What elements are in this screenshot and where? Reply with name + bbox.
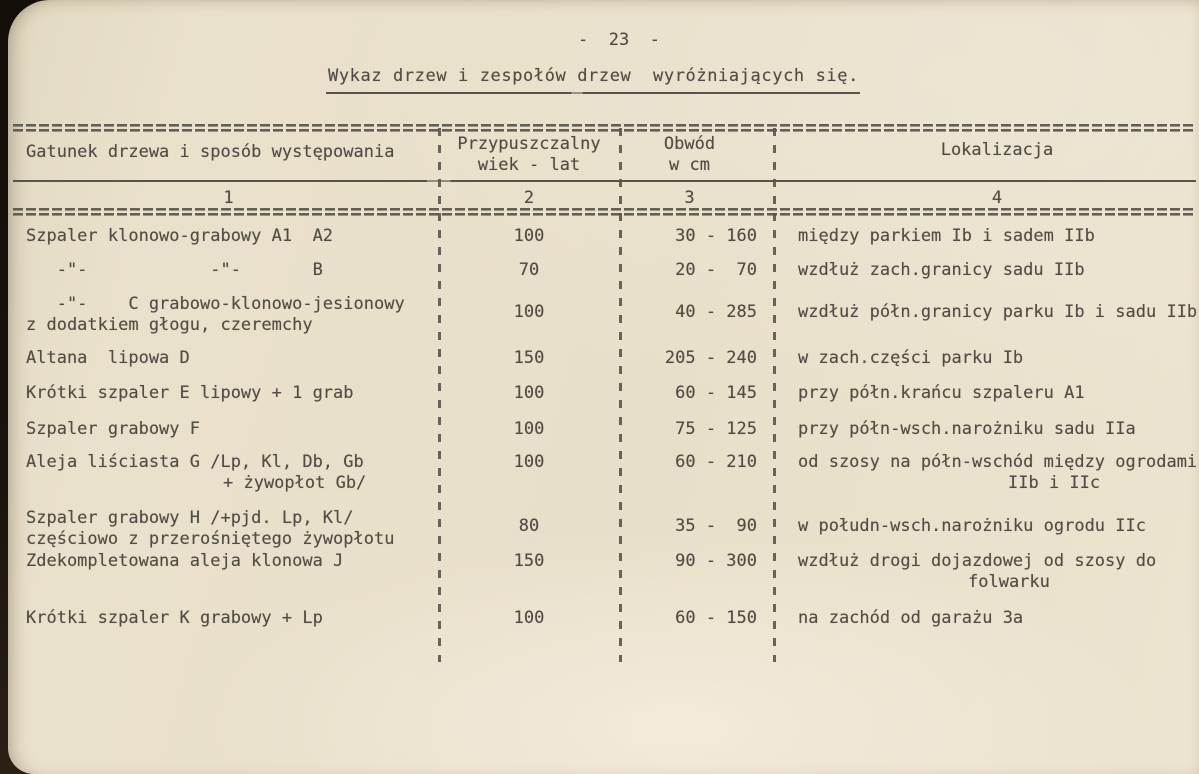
- age-cell: 70: [518, 260, 540, 280]
- species-cell: Szpaler grabowy H /+pjd. Lp, Kl/ częściowo z przerośniętego żywopłotu: [26, 508, 395, 549]
- header-girth-line2: w cm: [669, 155, 710, 175]
- location-cell: wzdłuż zach.granicy sadu IIb: [798, 260, 1085, 280]
- species-cell: Aleja liściasta G /Lp, Kl, Db, Gb + żywopłot Gb/: [26, 452, 367, 493]
- header-age-line2: wiek - lat: [477, 155, 581, 175]
- page-number: - 23 -: [578, 30, 660, 50]
- header-species: Gatunek drzewa i sposób występowania: [26, 142, 395, 162]
- age-cell: 150: [513, 348, 545, 368]
- document-page: [8, 0, 1199, 774]
- girth-cell: 60 - 210: [675, 452, 757, 472]
- age-cell: 100: [513, 383, 545, 403]
- girth-cell: 75 - 125: [675, 419, 757, 439]
- species-cell: Zdekompletowana aleja klonowa J: [26, 551, 344, 571]
- species-cell: Altana lipowa D: [26, 348, 190, 368]
- age-cell: 150: [513, 551, 545, 571]
- header-girth-line1: Obwód: [663, 134, 716, 154]
- column-number-4: 4: [991, 188, 1003, 208]
- column-number-1: 1: [223, 188, 234, 208]
- girth-cell: 90 - 300: [675, 551, 757, 571]
- location-cell: w zach.części parku Ib: [798, 348, 1024, 368]
- header-location: Lokalizacja: [940, 140, 1054, 160]
- girth-cell: 35 - 90: [675, 516, 757, 536]
- column-number-2: 2: [523, 188, 535, 208]
- girth-cell: 40 - 285: [675, 302, 757, 322]
- girth-cell: 30 - 160: [675, 226, 757, 246]
- species-cell: -"- -"- B: [26, 260, 323, 280]
- age-cell: 80: [518, 516, 540, 536]
- species-cell: Szpaler klonowo-grabowy A1 A2: [26, 226, 334, 246]
- location-cell: przy półn.krańcu szpaleru A1: [798, 383, 1085, 403]
- header-age-line1: Przypuszczalny: [457, 134, 601, 154]
- location-cell: między parkiem Ib i sadem IIb: [798, 226, 1095, 246]
- column-number-3: 3: [684, 188, 695, 208]
- age-cell: 100: [513, 302, 545, 322]
- age-cell: 100: [513, 226, 545, 246]
- girth-cell: 205 - 240: [664, 348, 757, 368]
- location-cell: na zachód od garażu 3a: [798, 608, 1024, 628]
- age-cell: 100: [513, 452, 545, 472]
- location-cell: przy półn-wsch.narożniku sadu IIa: [798, 419, 1136, 439]
- table-rows: [8, 0, 1199, 774]
- species-cell: -"- C grabowo-klonowo-jesionowy z dodatkiem głogu, czeremchy: [26, 294, 405, 335]
- location-cell: w połudn-wsch.narożniku ogrodu IIc: [798, 516, 1146, 536]
- girth-cell: 60 - 145: [675, 383, 757, 403]
- location-cell: wzdłuż drogi dojazdowej od szosy do folwarku: [798, 551, 1157, 592]
- location-cell: od szosy na półn-wschód między ogrodami IIb i IIc: [798, 452, 1198, 493]
- girth-cell: 20 - 70: [675, 260, 757, 280]
- species-cell: Krótki szpaler K grabowy + Lp: [26, 608, 323, 628]
- document-title: Wykaz drzew i zespołów drzew wyróżniających się.: [328, 66, 859, 86]
- location-cell: wzdłuż półn.granicy parku Ib i sadu IIb: [798, 302, 1198, 322]
- age-cell: 100: [513, 608, 545, 628]
- girth-cell: 60 - 150: [675, 608, 757, 628]
- age-cell: 100: [513, 419, 545, 439]
- species-cell: Szpaler grabowy F: [26, 419, 200, 439]
- species-cell: Krótki szpaler E lipowy + 1 grab: [26, 383, 354, 403]
